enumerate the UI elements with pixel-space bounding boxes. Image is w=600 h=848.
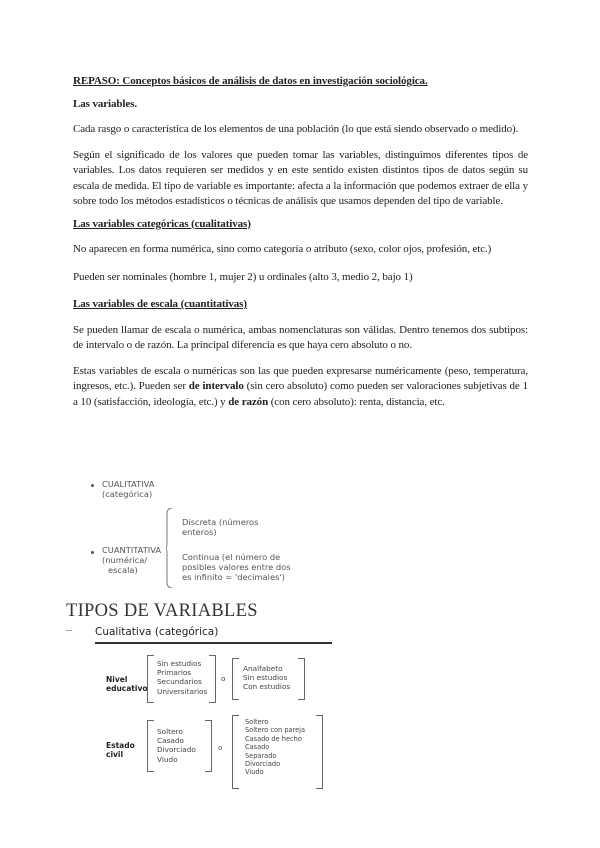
bracket-left [147,720,154,772]
bracket-right [298,658,305,700]
paragraph-definition: Cada rasgo o característica de los elementos de una población (lo que está siendo observado o medido). [73,123,519,135]
document-body [73,74,528,410]
bracket-right [316,715,323,789]
paragraph-categoricas: No aparecen en forma numérica, sino como categoría o atributo (sexo, color ojos, profesión, etc.) [73,243,492,255]
fig1-discreta: Discreta (números [182,517,259,527]
text-run: (sin cero absoluto) como pueden ser valoraciones subjetivas de 1 a 10 (satisfacción, ideología, etc.) y [73,380,528,408]
text-run: (con cero absoluto): renta, distancia, etc. [268,395,445,408]
fig1-enteros: enteros) [182,527,217,537]
estado-left-list [157,727,196,764]
list-item: Soltero [245,718,269,726]
list-item: Viudo [157,754,178,764]
figure2-title: TIPOS DE VARIABLES [66,601,258,621]
list-item: Soltero con pareja [245,726,306,735]
bullet-icon [91,484,94,487]
list-item: Separado [245,751,277,760]
fig1-cuantitativa: CUANTITATIVA [102,545,162,555]
paragraph-escala: Se pueden llamar de escala o numérica, ambas nomenclaturas son válidas. Dentro tenemos dos subtipos: de intervalo o de razón. La principal diferencia es que haya cero absoluto o no. [73,323,528,351]
fig1-continua: Continua (el número de [182,552,281,562]
list-item: Soltero [157,727,183,736]
list-item: Casado [157,736,184,746]
list-item: Viudo [245,768,264,777]
fig1-cualitativa: CUALITATIVA [102,479,155,489]
bracket-left [232,715,239,789]
estado-label-line: civil [106,750,124,760]
list-item: Sin estudios [243,673,288,683]
list-item: Casado [245,743,270,752]
nivel-right-list [243,664,290,692]
list-item: Divorciado [245,760,281,769]
bracket-left [232,658,239,700]
paragraph-escala-detail [73,364,528,411]
list-item: Con estudios [243,682,291,692]
brace-icon [166,508,172,588]
bold-razon: de razón [228,395,269,408]
section-title-categoricas: Las variables categóricas (cualitativas) [73,217,251,230]
paragraph-nominales: Pueden ser nominales (hombre 1, mujer 2) u ordinales (alto 3, medio 2, bajo 1) [73,270,413,283]
section-title-escala: Las variables de escala (cuantitativas) [73,298,247,310]
list-item: Analfabeto [243,664,283,673]
figure2-underline [95,642,332,644]
estado-or: o [218,743,223,752]
list-item: Secundarios [157,677,202,687]
list-item: Primarios [157,668,192,678]
estado-label-line: Estado [106,741,135,750]
figure2-subtitle: Cualitativa (categórica) [95,626,219,638]
section-title-variables: Las variables. [73,97,137,110]
text-run: Estas variables de escala o numéricas son las que pueden expresarse numéricamente (peso, temperatura, ingresos, etc.). Pueden ser [73,364,528,392]
fig1-categorica: (categórica) [102,489,153,499]
nivel-label-line: Nivel [106,675,128,684]
fig1-infinito: es infinito = 'decimales') [182,572,285,582]
figure-variable-types [90,478,340,593]
bullet-icon [91,551,94,554]
estado-label [106,741,135,759]
fig1-numerica: (numérica/ [102,555,148,565]
bold-intervalo: de intervalo [188,380,244,392]
list-item: Casado de hecho [245,734,302,743]
bracket-right [209,655,216,703]
bracket-right [205,720,212,772]
list-item: Universitarios [157,686,208,696]
nivel-or: o [221,674,226,683]
fig1-posibles: posibles valores entre dos [182,562,291,572]
fig1-escala: escala) [108,565,138,575]
list-item: Sin estudios [157,659,202,668]
document-heading: REPASO: Conceptos básicos de análisis de datos en investigación sociológica. [73,75,428,87]
nivel-left-list [157,659,207,696]
divider [66,630,72,631]
paragraph-types: Según el significado de los valores que pueden tomar las variables, distinguimos diferentes tipos de variables. Los datos requieren ser medidos y en este sentido existen distintos tipos de datos según su escala de medida. El tipo de variable es importante: afecta a la información que podemos extraer de ella y sobre todo los métodos estadísticos o técnicas de análisis que usamos dependen del tipo de variable. [73,148,528,207]
nivel-label [106,675,148,693]
bracket-left [147,655,154,703]
estado-right-list [245,718,305,777]
list-item: Divorciado [157,745,196,755]
nivel-label-line: educativo [106,684,148,694]
